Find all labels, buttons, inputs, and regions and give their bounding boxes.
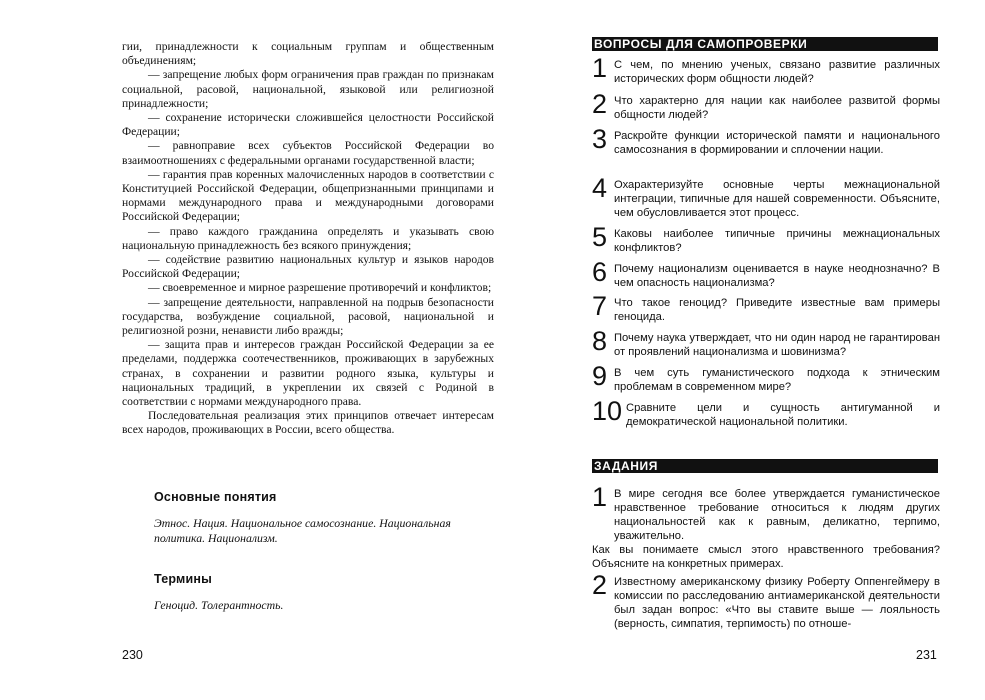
paragraph: — равноправие всех субъектов Российской Федерации во взаимоотношениях с федеральными органами государственной власти;	[122, 139, 494, 167]
question-number: 8	[592, 326, 608, 356]
terms-heading: Термины	[154, 572, 212, 586]
paragraph: гии, принадлежности к социальным группам и общественным объединениям;	[122, 40, 494, 68]
task-number: 2	[592, 570, 608, 600]
question-item	[592, 53, 940, 86]
paragraph: — гарантия прав коренных малочисленных народов в соответствии с Конституцией Российской Федерации, общепризнанными принципами и нормами международного права и международными договорами Российской Федерации;	[122, 167, 494, 224]
question-text: Почему наука утверждает, что ни один народ не гарантирован от проявлений национализма и шовинизма?	[614, 332, 940, 358]
question-text: С чем, по мнению ученых, связано развитие различных исторических форм общности людей?	[614, 59, 940, 85]
paragraph: — защита прав и интересов граждан Российской Федерации за ее пределами, поддержка соотечественников, проживающих в зарубежных странах, в сохранении и развитии родного языка, культуры и национальных традиций, в укреплении их связей с Родиной в соответствии с нормами международного права.	[122, 338, 494, 409]
paragraph: — своевременное и мирное разрешение противоречий и конфликтов;	[148, 281, 492, 295]
question-text: Что характерно для нации как наиболее развитой формы общности людей?	[614, 95, 940, 121]
question-text: В чем суть гуманистического подхода к этническим проблемам в современном мире?	[614, 367, 940, 393]
task-text: В мире сегодня все более утверждается гуманистическое нравственное требование относиться к людям других национальностей как к равным, деликатно, терпимо, уважительно.	[614, 488, 940, 542]
question-item	[592, 124, 940, 157]
question-text: Почему национализм оценивается в науке неоднозначно? В чем опасность национализма?	[614, 263, 940, 289]
task-item	[592, 482, 940, 571]
question-text: Раскройте функции исторической памяти и национального самосознания в формировании и сплочении нации.	[614, 130, 940, 156]
question-item	[592, 222, 940, 255]
question-item	[592, 361, 940, 394]
question-item	[592, 326, 940, 359]
tasks-heading: ЗАДАНИЯ	[592, 459, 938, 473]
question-item	[592, 89, 940, 122]
paragraph: — запрещение деятельности, направленной на подрыв безопасности государства, возбуждение социальной, расовой, национальной и религиозной розни, ненависти либо вражды;	[122, 295, 494, 338]
paragraph: Последовательная реализация этих принципов отвечает интересам всех народов, проживающих в России, всего общества.	[122, 409, 494, 437]
questions-heading: ВОПРОСЫ ДЛЯ САМОПРОВЕРКИ	[592, 37, 938, 51]
question-text: Сравните цели и сущность антигуманной и демократической национальной политики.	[626, 402, 940, 428]
question-number: 1	[592, 53, 608, 83]
page-number: 230	[122, 648, 143, 662]
task-number: 1	[592, 482, 608, 512]
principles-text	[122, 40, 494, 438]
question-text: Охарактеризуйте основные черты межнациональной интеграции, типичные для нашей современности. Объясните, чем обусловливается этот процесс.	[614, 179, 940, 219]
right-page	[500, 0, 985, 700]
terms-text: Геноцид. Толерантность.	[154, 598, 284, 612]
question-number: 6	[592, 257, 608, 287]
question-number: 2	[592, 89, 608, 119]
paragraph: — право каждого гражданина определять и указывать свою национальную принадлежность без всякого принуждения;	[122, 224, 494, 252]
question-item	[592, 173, 940, 220]
paragraph: — содействие развитию национальных культур и языков народов Российской Федерации;	[122, 253, 494, 281]
question-text: Каковы наиболее типичные причины межнациональных конфликтов?	[614, 228, 940, 254]
question-item	[592, 291, 940, 324]
question-item	[592, 257, 940, 290]
task-continuation: Как вы понимаете смысл этого нравственного требования? Объясните на конкретных примерах.	[592, 544, 940, 570]
question-number: 7	[592, 291, 608, 321]
paragraph: — сохранение исторически сложившейся целостности Российской Федерации;	[122, 111, 494, 139]
question-number: 4	[592, 173, 608, 203]
question-number: 9	[592, 361, 608, 391]
question-number: 5	[592, 222, 608, 252]
task-text: Известному американскому физику Роберту Оппенгеймеру в комиссии по расследованию антиамериканской деятельности был задан вопрос: «Что вы ставите выше — лояльность (верность, симпатия, терпимость) по отноше-	[614, 576, 940, 630]
question-item	[592, 396, 940, 429]
question-number: 3	[592, 124, 608, 154]
question-number: 10	[592, 396, 623, 426]
page-number: 231	[916, 648, 937, 662]
task-item	[592, 570, 940, 631]
question-text: Что такое геноцид? Приведите известные вам примеры геноцида.	[614, 297, 940, 323]
concepts-heading: Основные понятия	[154, 490, 277, 504]
paragraph: — запрещение любых форм ограничения прав граждан по признакам социальной, расовой, национальной, языковой или религиозной принадлежности;	[122, 68, 494, 110]
concepts-text: Этнос. Нация. Национальное самосознание. Национальная политика. Национализм.	[154, 516, 451, 545]
